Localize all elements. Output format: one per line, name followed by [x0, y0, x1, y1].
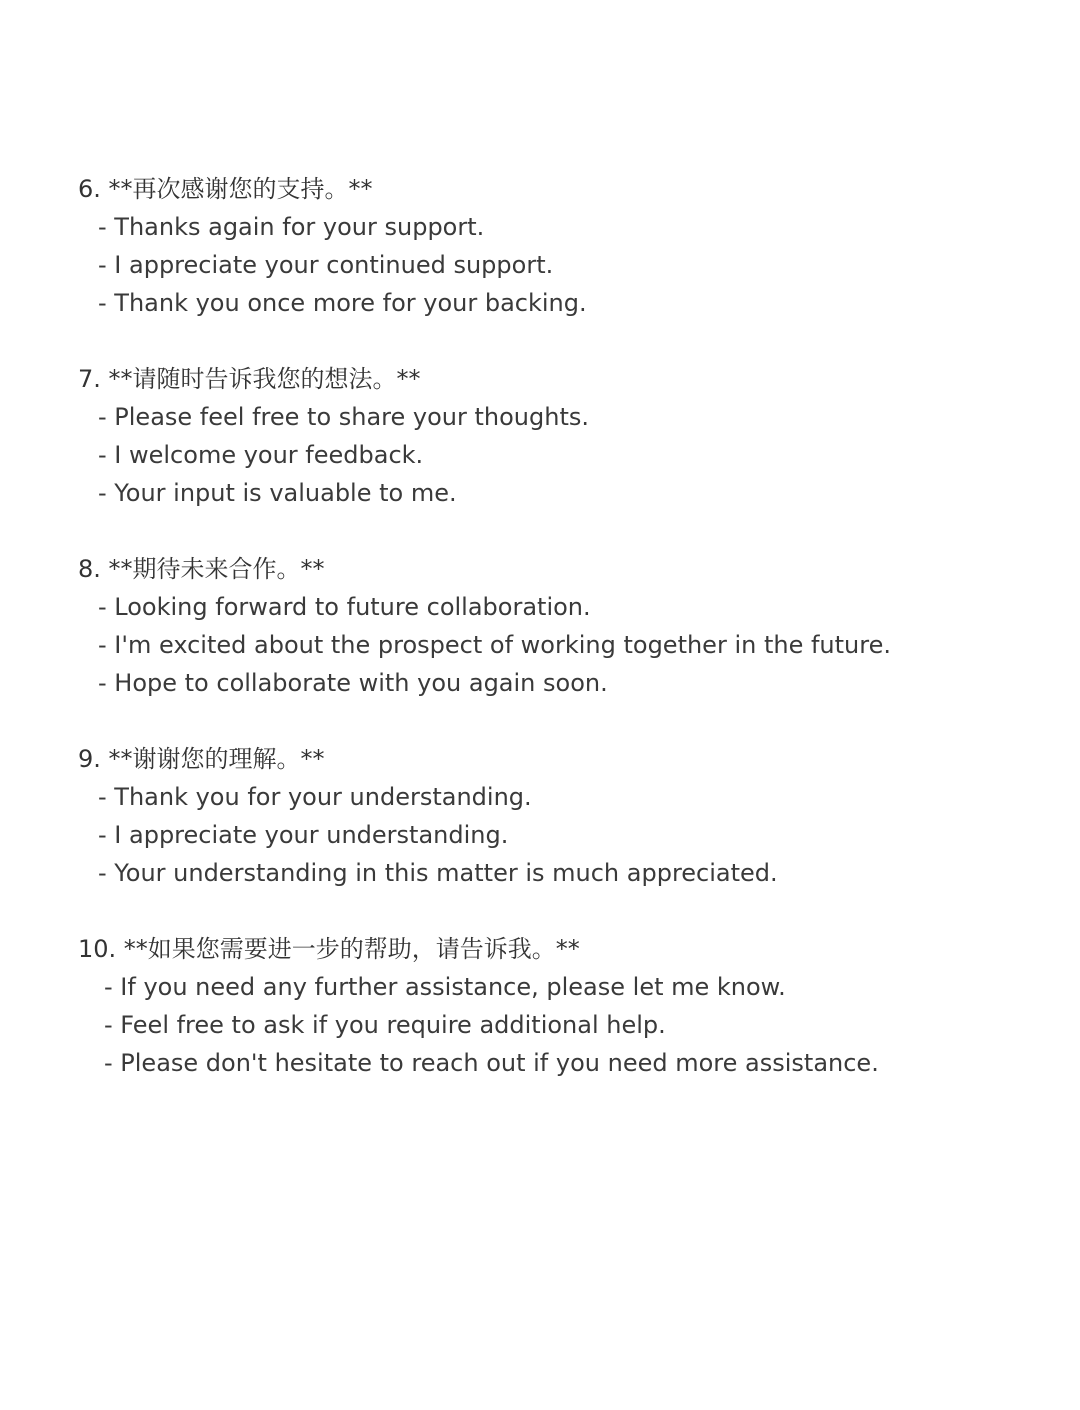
translation-line: - If you need any further assistance, please let me know. [104, 973, 786, 1001]
translation-line: - Your understanding in this matter is much appreciated. [98, 859, 778, 887]
section-6 [78, 170, 1038, 322]
translation-line: - Looking forward to future collaboration. [98, 593, 591, 621]
translation-line: - Thank you for your understanding. [98, 783, 532, 811]
section-heading: 10. **如果您需要进一步的帮助，请告诉我。** [78, 935, 580, 963]
section-heading: 6. **再次感谢您的支持。** [78, 175, 373, 203]
translation-line: - Thanks again for your support. [98, 213, 485, 241]
section-heading: 8. **期待未来合作。** [78, 555, 325, 583]
section-9 [78, 740, 1038, 892]
section-8 [78, 550, 1038, 702]
translation-line: - I appreciate your understanding. [98, 821, 509, 849]
section-heading: 7. **请随时告诉我您的想法。** [78, 365, 421, 393]
translation-line: - Feel free to ask if you require additional help. [104, 1011, 666, 1039]
translation-line: - Hope to collaborate with you again soon. [98, 669, 608, 697]
translation-line: - I appreciate your continued support. [98, 251, 554, 279]
translation-line: - I welcome your feedback. [98, 441, 424, 469]
translation-line: - Your input is valuable to me. [98, 479, 457, 507]
section-7 [78, 360, 1038, 512]
section-10 [78, 930, 1038, 1082]
translation-line: - Thank you once more for your backing. [98, 289, 587, 317]
document-body [78, 170, 1038, 1120]
section-heading: 9. **谢谢您的理解。** [78, 745, 325, 773]
translation-line: - I'm excited about the prospect of working together in the future. [98, 631, 891, 659]
translation-line: - Please don't hesitate to reach out if you need more assistance. [104, 1049, 879, 1077]
translation-line: - Please feel free to share your thoughts. [98, 403, 590, 431]
